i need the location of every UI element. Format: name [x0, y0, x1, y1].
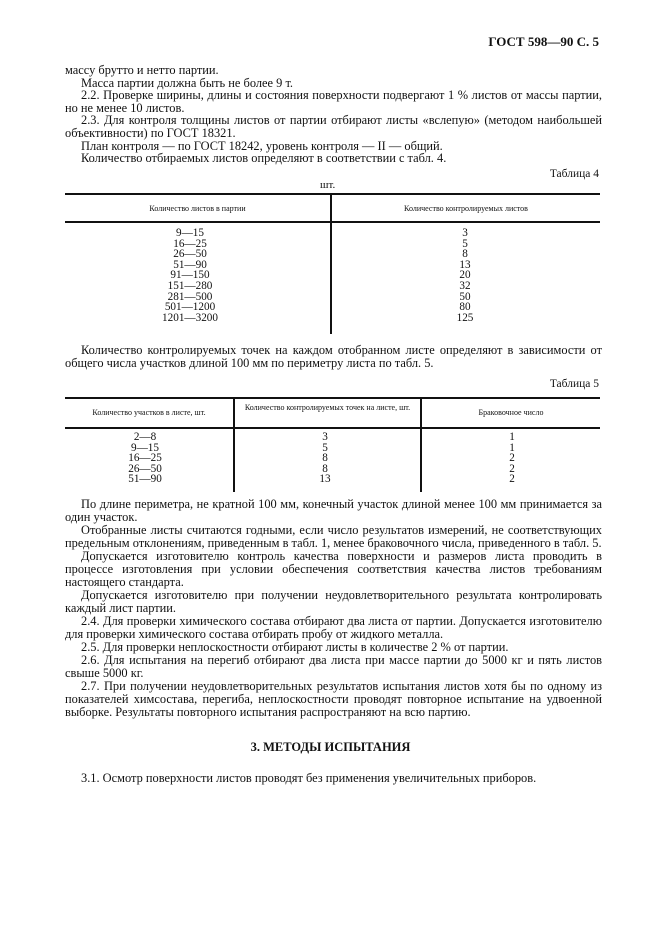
paragraph: Допускается изготовителю контроль качества поверхности и размеров листа проводить в процессе изготовления при условии обеспечения соответствия качества листов требованиям настоящего стандарта. [65, 549, 602, 589]
cell: 2 [509, 473, 515, 486]
paragraph: Допускается изготовителю при получении неудовлетворительного результата контролировать каждый лист партии. [65, 588, 602, 615]
paragraph: 2.3. Для контроля толщины листов от партии отбирают листы «вслепую» (методом наибольшей объективности) по ГОСТ 18321. [65, 113, 602, 140]
table4-header-1: Количество листов в партии [149, 204, 246, 213]
cell: 5 [462, 237, 468, 250]
cell: 20 [459, 269, 471, 282]
table5-col2 [300, 432, 350, 485]
cell: 8 [462, 248, 468, 261]
body-text [65, 498, 602, 719]
paragraph: 2.7. При получении неудовлетворительных результатов испытания листов хотя бы по одному из показателей химсостава, перегиба, неплоскостности проводят повторное испытание на удвоенной выборке. Результаты повторного испытания распространяют на всю партию. [65, 679, 602, 719]
cell: 151—280 [167, 279, 213, 292]
table-rule [65, 397, 600, 399]
table4-col2 [440, 228, 490, 323]
cell: 3 [462, 227, 468, 239]
cell: 5 [322, 441, 328, 454]
paragraph: 2.2. Проверке ширины, длины и состояния поверхности подвергают 1 % листов от массы партии, но не менее 10 листов. [65, 88, 602, 115]
cell: 16—25 [128, 452, 162, 465]
paragraph: Отобранные листы считаются годными, если число результатов измерений, не соответствующих предельным отклонениям, приведенным в табл. 1, менее браковочного числа, приведенного в табл. 5. [65, 523, 602, 550]
cell: 16—25 [173, 237, 207, 250]
cell: 50 [459, 290, 471, 303]
table4-header-2: Количество контролируемых листов [404, 204, 528, 213]
table5-col1 [115, 432, 175, 485]
table4-col1 [150, 228, 230, 323]
paragraph: Количество контролируемых точек на каждом отобранном листе определяют в зависимости от общего числа участков длиной 100 мм по периметру листа по табл. 5. [65, 343, 602, 370]
paragraph: 2.5. Для проверки неплоскостности отбирают листы в количестве 2 % от партии. [81, 640, 509, 654]
intro-text [65, 64, 602, 165]
paragraph: Количество отбираемых листов определяют в соответствии с табл. 4. [81, 151, 447, 166]
cell: 501—1200 [164, 301, 216, 314]
paragraph: По длине периметра, не кратной 100 мм, конечный участок длиной менее 100 мм принимается за один участок. [65, 497, 602, 524]
cell: 281—500 [167, 290, 213, 303]
cell: 26—50 [173, 248, 207, 261]
paragraph: Масса партии должна быть не более 9 т. [81, 75, 294, 90]
paragraph: массу брутто и нетто партии. [65, 63, 219, 77]
cell: 51—90 [128, 473, 162, 486]
cell: 1 [509, 441, 515, 454]
table5-caption: Таблица 5 [549, 378, 599, 390]
paragraph: 2.4. Для проверки химического состава отбирают два листа от партии. Допускается изготовителю для проверки химического состава отбирать пробу от жидкого металла. [65, 614, 602, 641]
table-rule [65, 221, 600, 223]
cell: 125 [456, 311, 474, 324]
cell: 9—15 [131, 441, 159, 454]
section-text [65, 772, 602, 785]
cell: 2 [509, 452, 515, 465]
cell: 32 [459, 279, 471, 292]
cell: 13 [319, 473, 331, 486]
table4-unit: шт. [320, 179, 336, 191]
cell: 8 [322, 462, 328, 475]
section-heading: 3. МЕТОДЫ ИСПЫТАНИЯ [250, 740, 411, 754]
paragraph: 3.1. Осмотр поверхности листов проводят без применения увеличительных приборов. [81, 771, 537, 785]
cell: 13 [459, 258, 471, 271]
cell: 91—150 [170, 269, 210, 282]
cell: 1 [509, 431, 515, 443]
cell: 9—15 [176, 227, 204, 239]
cell: 26—50 [128, 462, 162, 475]
paragraph: План контроля — по ГОСТ 18242, уровень контроля — II — общий. [81, 138, 443, 153]
table-rule [65, 193, 600, 195]
page-header: ГОСТ 598—90 С. 5 [488, 34, 599, 49]
table5-header-1: Количество участков в листе, шт. [92, 408, 206, 417]
mid-text [65, 344, 602, 369]
table4-caption: Таблица 4 [549, 168, 599, 180]
cell: 8 [322, 452, 328, 465]
paragraph: 2.6. Для испытания на перегиб отбирают два листа при массе партии до 5000 кг и пять листов свыше 5000 кг. [65, 653, 602, 680]
table5-col3 [487, 432, 537, 485]
cell: 51—90 [173, 258, 207, 271]
cell: 2 [509, 462, 515, 475]
cell: 3 [322, 431, 328, 443]
table-divider [233, 397, 235, 492]
table5-header-3: Браковочное число [478, 408, 544, 417]
cell: 2—8 [133, 431, 157, 443]
table-rule [65, 427, 600, 429]
table5-header-2: Количество контролируемых точек на листе, шт. [244, 403, 411, 412]
cell: 1201—3200 [162, 311, 218, 324]
cell: 80 [459, 301, 471, 314]
table-divider [330, 193, 332, 334]
